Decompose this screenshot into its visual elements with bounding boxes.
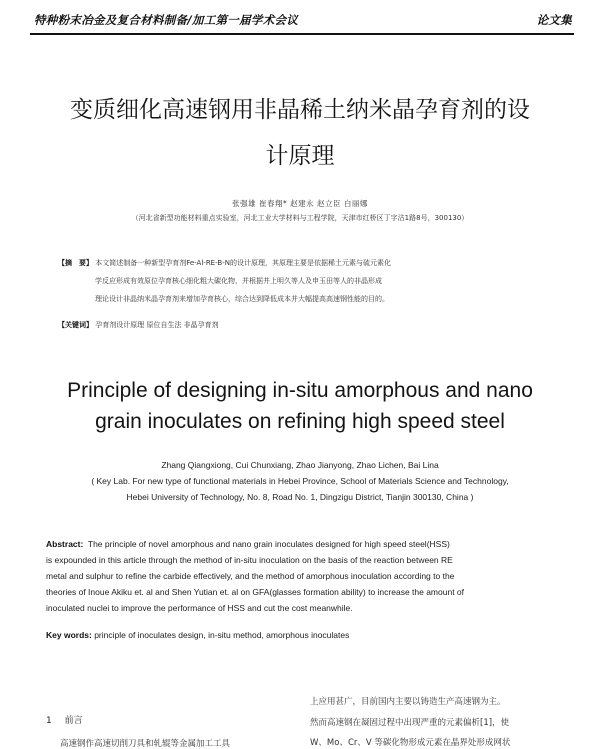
english-abstract-label: Abstract: <box>46 539 84 549</box>
body-right-line-3: W、Mo、Cr、V 等碳化物形成元素在晶界处形成网状 <box>310 738 511 748</box>
chinese-keywords-label: 【关键词】 <box>58 321 93 329</box>
english-abstract-line-4: theories of Inoue Akiku et. al and Shen Yutian et. al on GFA(glasses formation ability) to increase the amount of <box>46 587 465 597</box>
chinese-authors: 张强雄 崔春翔* 赵建永 赵立臣 白丽娜 <box>232 199 368 208</box>
section-number: 1 <box>46 716 52 726</box>
header-rule <box>30 33 574 35</box>
chinese-abstract-line-2: 学反应形成有效原位孕育核心细化粗大碳化物，并根据井上明久等人及申玉田等人的非晶形成 <box>95 277 382 285</box>
english-keywords-label: Key words: <box>46 630 92 640</box>
english-affiliation-line-1: ( Key Lab. For new type of functional materials in Hebei Province, School of Materials Science and Technology, <box>91 476 509 486</box>
english-title-line-1: Principle of designing in-situ amorphous and nano <box>67 379 533 402</box>
section-title: 前言 <box>64 716 83 726</box>
chinese-keywords <box>58 320 219 330</box>
running-header-left: 特种粉末冶金及复合材料制备/加工第一届学术会议 <box>34 13 299 27</box>
chinese-title-line-2: 计原理 <box>265 143 335 169</box>
body-right-line-2: 然而高速钢在凝固过程中出现严重的元素偏析[1]，使 <box>310 718 510 728</box>
chinese-title-line-1: 变质细化高速钢用非晶稀土纳米晶孕育剂的设 <box>70 97 530 123</box>
running-header-right: 论文集 <box>536 13 572 27</box>
english-keywords-text: principle of inoculates design, in-situ method, amorphous inoculates <box>94 630 350 640</box>
chinese-abstract-line-3: 理论设计非晶纳米晶孕育剂来增加孕育核心，综合达到降低成本并大幅提高高速钢性能的目的。 <box>95 295 389 303</box>
english-abstract-text-1: The principle of novel amorphous and nano grain inoculates designed for high speed steel(HSS) <box>87 539 450 549</box>
english-abstract-line-5: inoculated nuclei to improve the performance of HSS and cut the cost meanwhile. <box>46 603 353 613</box>
chinese-keywords-text: 孕育剂设计原理 原位自生法 非晶孕育剂 <box>95 321 219 329</box>
body-left-line-1: 高速钢作高速切削刀具和轧辊等金属加工工具 <box>60 739 231 749</box>
section-heading-introduction <box>46 713 83 726</box>
chinese-abstract-text-1: 本文简述制备一种新型孕育剂Fe-Al-RE-B-N的设计原理，其原理主要是依据稀土元素与硫元素化 <box>95 259 391 267</box>
chinese-affiliation: （河北省新型功能材料重点实验室，河北工业大学材料与工程学院，天津市红桥区丁字沽1路8号，300130） <box>131 214 469 222</box>
english-abstract-line-1 <box>46 536 566 552</box>
english-abstract-line-3: metal and sulphur to refine the carbide effectively, and the method of amorphous inoculation according to the <box>46 571 455 581</box>
english-abstract <box>46 536 566 616</box>
english-affiliation-line-2: Hebei University of Technology, No. 8, Road No. 1, Dingzigu District, Tianjin 300130, China ) <box>126 492 474 502</box>
english-authors: Zhang Qiangxiong, Cui Chunxiang, Zhao Jianyong, Zhao Lichen, Bai Lina <box>161 460 439 470</box>
english-abstract-line-2: is expounded in this article through the method of in-situ inoculation on the basis of the reaction between RE <box>46 555 453 565</box>
english-keywords <box>46 630 349 640</box>
chinese-abstract-label: 【摘 要】 <box>58 259 93 267</box>
body-right-line-1: 上应用甚广，目前国内主要以铸造生产高速钢为主。 <box>310 697 506 707</box>
english-title-line-2: grain inoculates on refining high speed steel <box>95 410 505 433</box>
chinese-abstract-line-1 <box>58 258 558 268</box>
